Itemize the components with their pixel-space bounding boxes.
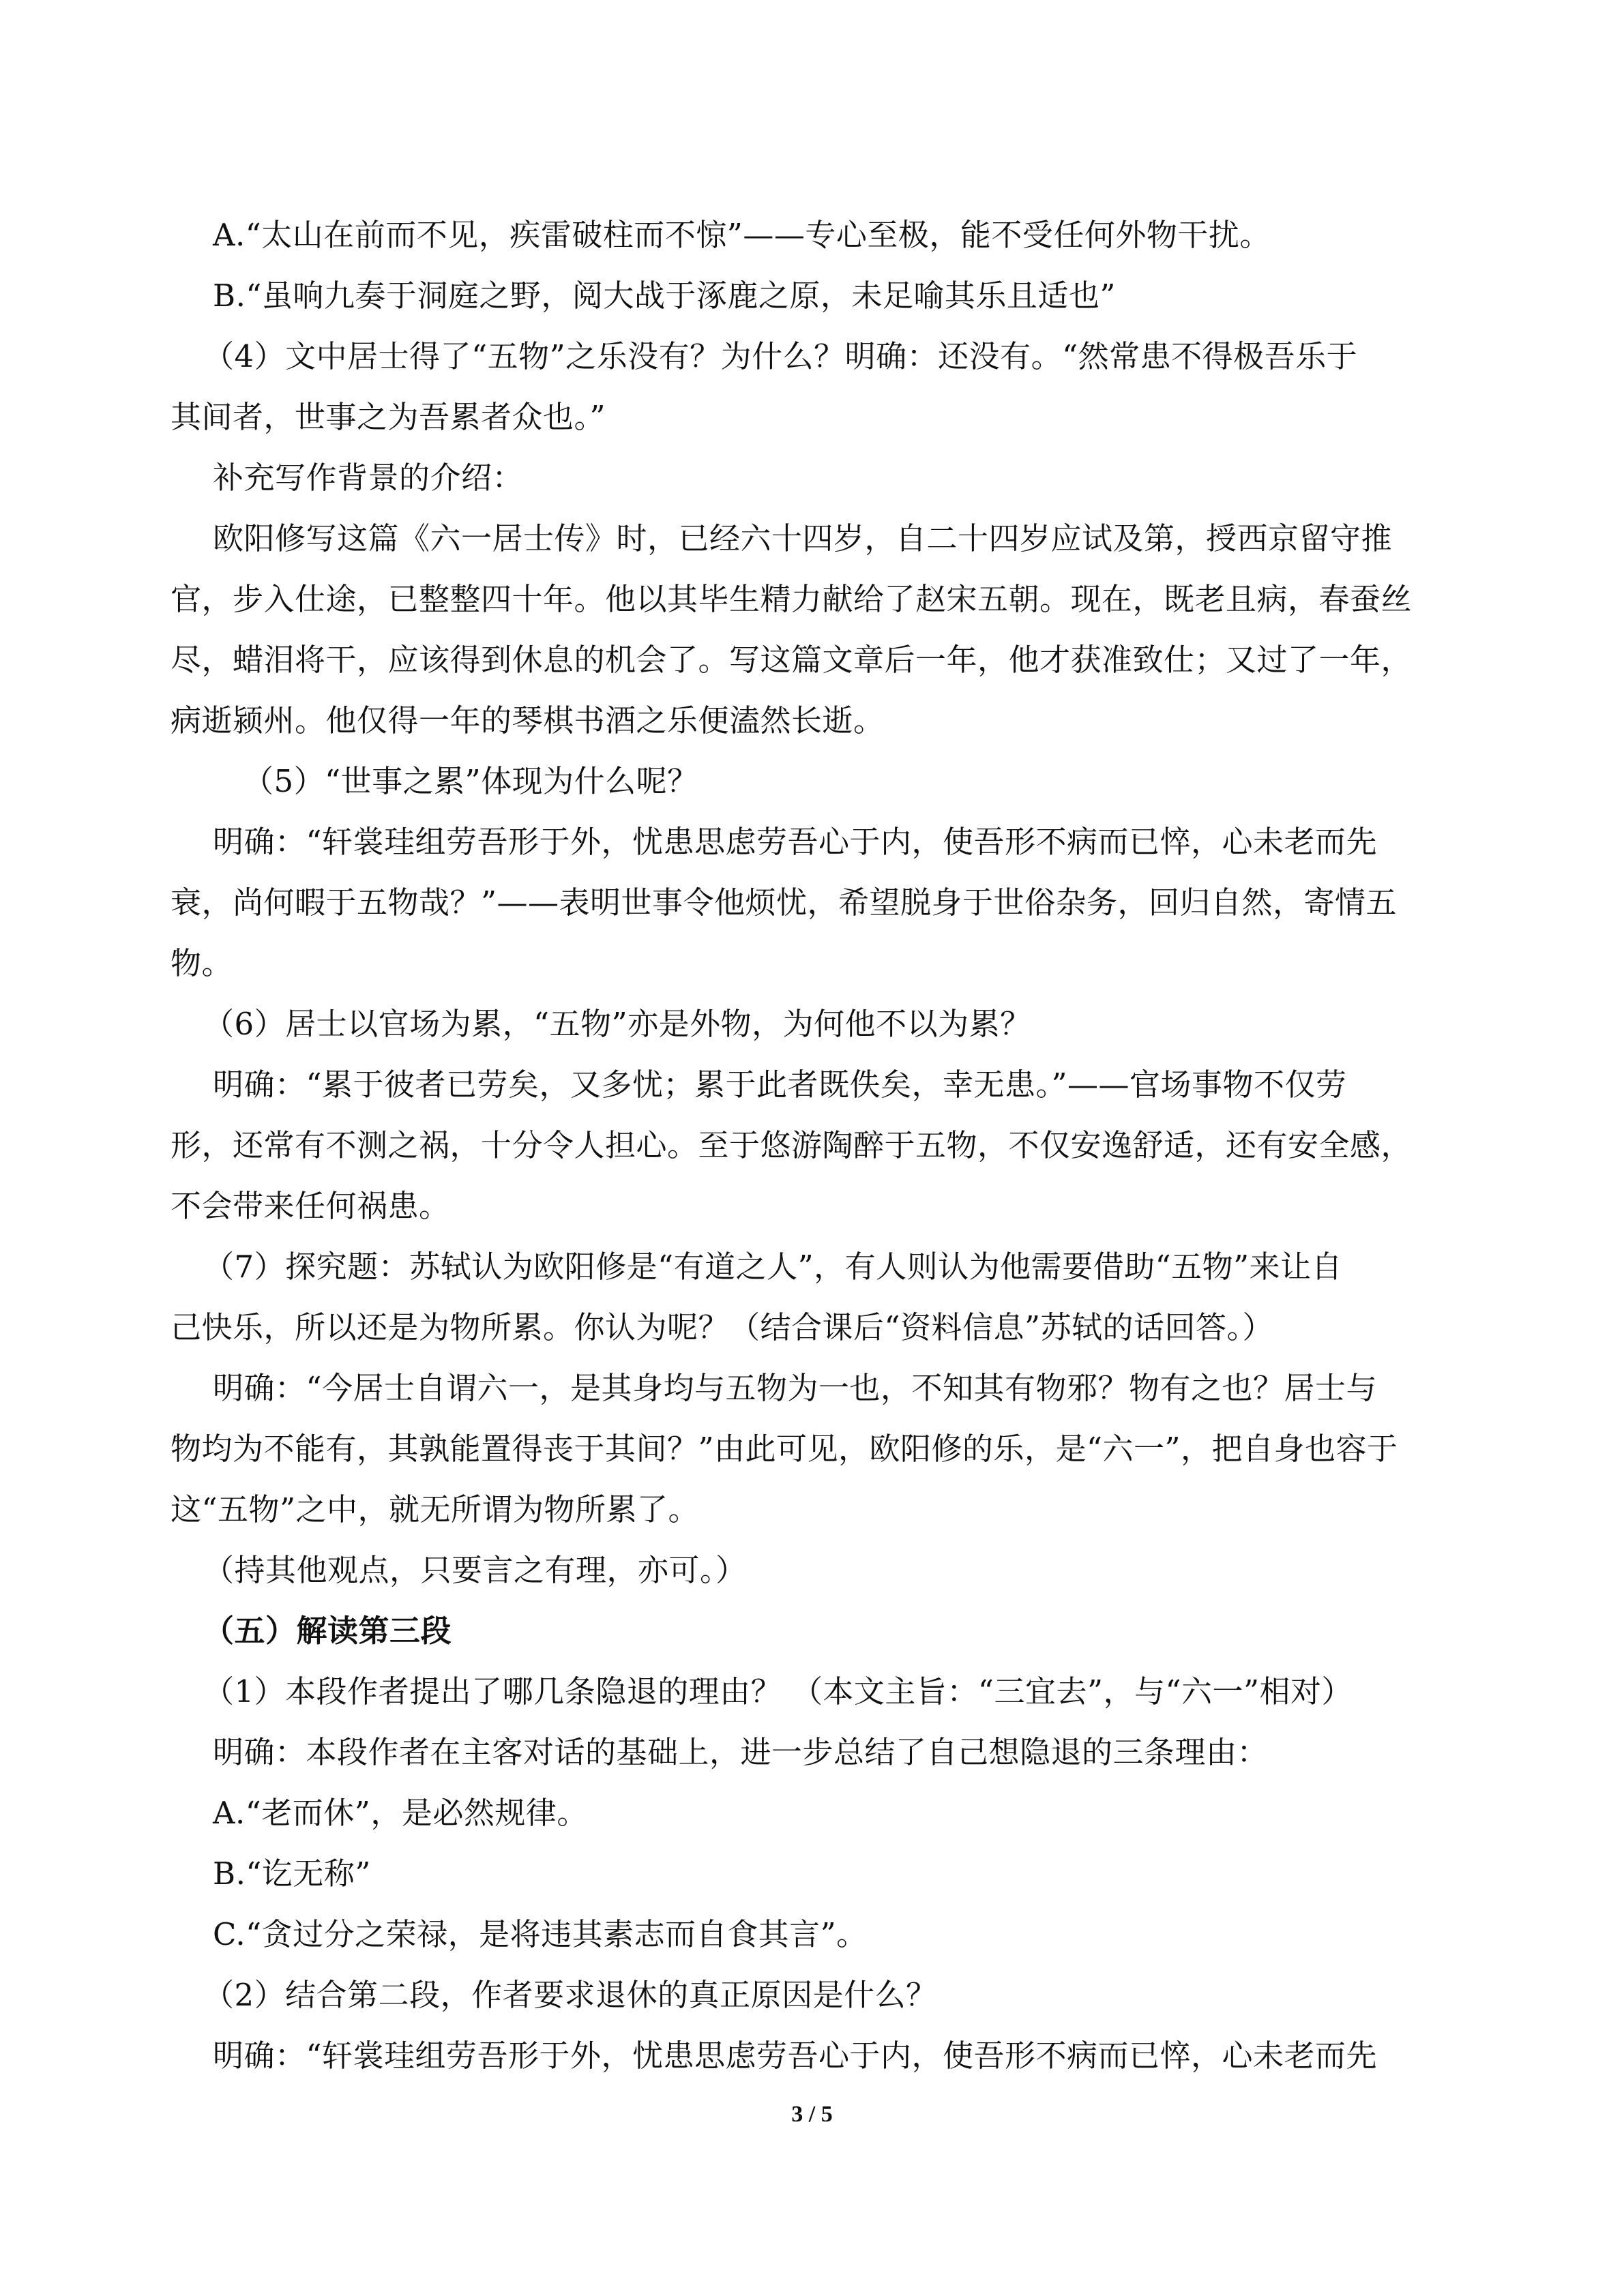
page-number: 3 / 5 <box>791 2102 833 2127</box>
paragraph-line: 尽，蜡泪将干，应该得到休息的机会了。写这篇文章后一年，他才获准致仕；又过了一年， <box>171 642 1413 678</box>
paragraph-line: （持其他观点，只要言之有理，亦可。） <box>203 1552 747 1588</box>
paragraph-line: 衰，尚何暇于五物哉？”——表明世事令他烦忧，希望脱身于世俗杂务，回归自然，寄情五 <box>171 884 1398 921</box>
paragraph-line: 官，步入仕途，已整整四十年。他以其毕生精力献给了赵宋五朝。现在，既老且病，春蚕丝 <box>171 581 1413 617</box>
paragraph-line: 明确：“轩裳珪组劳吾形于外，忧患思虑劳吾心于内，使吾形不病而已悴，心未老而先 <box>213 2038 1378 2074</box>
paragraph-line: 己快乐，所以还是为物所累。你认为呢？（结合课后“资料信息”苏轼的话回答。） <box>171 1309 1274 1345</box>
paragraph-line: 其间者，世事之为吾累者众也。” <box>171 399 606 435</box>
paragraph-line: A.“老而休”，是必然规律。 <box>213 1795 588 1831</box>
paragraph-line: B.“虽响九奏于洞庭之野，阅大战于涿鹿之原，未足喻其乐且适也” <box>213 278 1116 314</box>
paragraph-line: 形，还常有不测之祸，十分令人担心。至于悠游陶醉于五物，不仅安逸舒适，还有安全感， <box>171 1127 1413 1163</box>
paragraph-line: B.“讫无称” <box>213 1855 371 1892</box>
paragraph-line: 物。 <box>171 945 233 981</box>
paragraph-line: 这“五物”之中，就无所谓为物所累了。 <box>171 1491 700 1527</box>
section-heading: （五）解读第三段 <box>203 1613 452 1649</box>
paragraph-line: （2）结合第二段，作者要求退休的真正原因是什么？ <box>203 1977 937 2013</box>
paragraph-line: （5）“世事之累”体现为什么呢？ <box>243 763 698 799</box>
paragraph-line: （1）本段作者提出了哪几条隐退的理由？ （本文主旨：“三宜去”，与“六一”相对） <box>203 1673 1353 1710</box>
paragraph-line: C.“贪过分之荣禄，是将违其素志而自食其言”。 <box>213 1916 868 1952</box>
paragraph-line: 补充写作背景的介绍： <box>213 460 524 496</box>
paragraph-line: 不会带来任何祸患。 <box>171 1188 450 1224</box>
paragraph-line: （7）探究题：苏轼认为欧阳修是“有道之人”，有人则认为他需要借助“五物”来让自 <box>203 1249 1343 1285</box>
paragraph-line: （6）居士以官场为累，“五物”亦是外物，为何他不以为累？ <box>203 1006 1031 1042</box>
paragraph-line: A.“太山在前而不见，疾雷破柱而不惊”——专心至极，能不受任何外物干扰。 <box>213 217 1271 253</box>
paragraph-line: 明确：“今居士自谓六一，是其身均与五物为一也，不知其有物邪？物有之也？居士与 <box>213 1370 1378 1406</box>
paragraph-line: 病逝颍州。他仅得一年的琴棋书酒之乐便溘然长逝。 <box>171 702 885 739</box>
paragraph-line: 明确：本段作者在主客对话的基础上，进一步总结了自己想隐退的三条理由： <box>213 1734 1269 1770</box>
paragraph-line: 明确：“累于彼者已劳矣，又多忧；累于此者既佚矣，幸无患。”——官场事物不仅劳 <box>213 1067 1347 1103</box>
paragraph-line: 物均为不能有，其孰能置得丧于其间？”由此可见，欧阳修的乐，是“六一”，把自身也容于 <box>171 1431 1398 1467</box>
paragraph-line: 欧阳修写这篇《六一居士传》时，已经六十四岁，自二十四岁应试及第，授西京留守推 <box>213 520 1393 556</box>
paragraph-line: （4）文中居士得了“五物”之乐没有？为什么？明确：还没有。“然常患不得极吾乐于 <box>203 338 1358 374</box>
document-body <box>171 205 1473 2086</box>
paragraph-line: 明确：“轩裳珪组劳吾形于外，忧患思虑劳吾心于内，使吾形不病而已悴，心未老而先 <box>213 824 1378 860</box>
